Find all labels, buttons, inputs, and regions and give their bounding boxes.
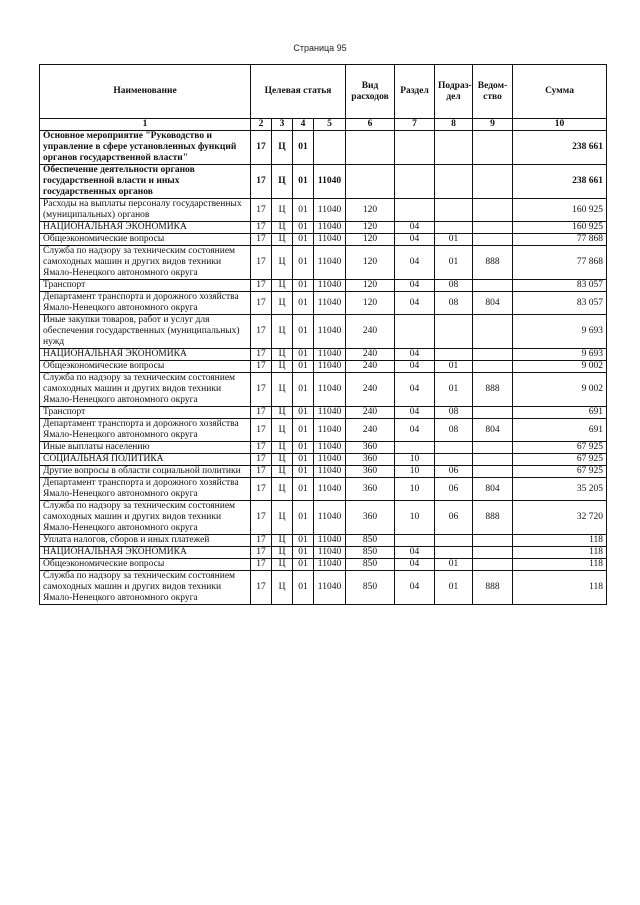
cell-target-subprogram: Ц (272, 361, 293, 373)
cell-target-direction: 11040 (314, 571, 346, 605)
cell-target-event: 01 (293, 478, 314, 501)
cell-target-event: 01 (293, 292, 314, 315)
cell-subsection: 01 (435, 373, 473, 407)
cell-section: 10 (395, 478, 435, 501)
cell-target-subprogram: Ц (272, 246, 293, 280)
cell-section: 04 (395, 547, 435, 559)
cell-subsection: 01 (435, 234, 473, 246)
cell-target-subprogram: Ц (272, 442, 293, 454)
cell-target-subprogram: Ц (272, 199, 293, 222)
cell-section (395, 442, 435, 454)
cell-expense-type: 120 (346, 280, 395, 292)
cell-sum: 83 057 (513, 292, 607, 315)
cell-sum: 77 868 (513, 234, 607, 246)
header-name: Наименование (40, 65, 251, 119)
cell-department (473, 199, 513, 222)
cell-sum: 67 925 (513, 454, 607, 466)
cell-target-program: 17 (251, 361, 272, 373)
cell-name: Уплата налогов, сборов и иных платежей (40, 535, 251, 547)
cell-section: 04 (395, 571, 435, 605)
cell-target-program: 17 (251, 535, 272, 547)
table-row (40, 535, 607, 547)
cell-name: Служба по надзору за техническим состоянием самоходных машин и других видов техники Ямало-Ненецкого автономного округа (40, 571, 251, 605)
cell-expense-type: 360 (346, 501, 395, 535)
table-row (40, 280, 607, 292)
cell-target-subprogram: Ц (272, 407, 293, 419)
cell-target-subprogram: Ц (272, 222, 293, 234)
cell-target-direction: 11040 (314, 442, 346, 454)
cell-section: 04 (395, 361, 435, 373)
cell-target-program: 17 (251, 547, 272, 559)
cell-target-program: 17 (251, 246, 272, 280)
cell-subsection (435, 199, 473, 222)
cell-target-subprogram: Ц (272, 292, 293, 315)
cell-section: 04 (395, 234, 435, 246)
cell-subsection (435, 454, 473, 466)
cell-section: 04 (395, 292, 435, 315)
cell-department (473, 280, 513, 292)
cell-expense-type: 850 (346, 559, 395, 571)
cell-target-direction: 11040 (314, 165, 346, 199)
cell-name: Транспорт (40, 280, 251, 292)
table-body (40, 131, 607, 605)
cell-target-direction: 11040 (314, 246, 346, 280)
cell-name: Департамент транспорта и дорожного хозяйства Ямало-Ненецкого автономного округа (40, 419, 251, 442)
cell-sum: 118 (513, 571, 607, 605)
header-podrazdel: Подраз-дел (435, 65, 473, 119)
cell-section: 04 (395, 280, 435, 292)
cell-target-program: 17 (251, 131, 272, 165)
cell-target-direction: 11040 (314, 280, 346, 292)
cell-department (473, 547, 513, 559)
column-number: 1 (40, 119, 251, 131)
table-row (40, 466, 607, 478)
cell-target-direction: 11040 (314, 315, 346, 349)
cell-target-direction: 11040 (314, 407, 346, 419)
cell-section: 10 (395, 466, 435, 478)
cell-expense-type: 120 (346, 222, 395, 234)
cell-subsection: 08 (435, 280, 473, 292)
cell-target-subprogram: Ц (272, 234, 293, 246)
cell-target-program: 17 (251, 349, 272, 361)
table-row (40, 131, 607, 165)
cell-subsection (435, 442, 473, 454)
column-number: 4 (293, 119, 314, 131)
cell-target-program: 17 (251, 559, 272, 571)
column-number-row (40, 119, 607, 131)
cell-target-direction: 11040 (314, 199, 346, 222)
cell-expense-type: 240 (346, 419, 395, 442)
table-row (40, 165, 607, 199)
cell-target-event: 01 (293, 361, 314, 373)
cell-expense-type: 850 (346, 571, 395, 605)
cell-department (473, 407, 513, 419)
cell-section (395, 165, 435, 199)
cell-sum: 691 (513, 407, 607, 419)
cell-target-program: 17 (251, 234, 272, 246)
cell-target-program: 17 (251, 165, 272, 199)
cell-subsection (435, 535, 473, 547)
cell-target-subprogram: Ц (272, 559, 293, 571)
cell-department (473, 234, 513, 246)
cell-subsection: 01 (435, 559, 473, 571)
cell-sum: 118 (513, 547, 607, 559)
cell-target-event: 01 (293, 349, 314, 361)
cell-sum: 160 925 (513, 222, 607, 234)
cell-target-program: 17 (251, 373, 272, 407)
cell-name: Общеэкономические вопросы (40, 361, 251, 373)
cell-target-direction: 11040 (314, 419, 346, 442)
header-summa: Сумма (513, 65, 607, 119)
cell-sum: 691 (513, 419, 607, 442)
cell-target-program: 17 (251, 407, 272, 419)
table-row (40, 454, 607, 466)
cell-expense-type: 240 (346, 349, 395, 361)
cell-expense-type: 120 (346, 292, 395, 315)
cell-section: 04 (395, 373, 435, 407)
cell-name: Служба по надзору за техническим состоянием самоходных машин и других видов техники Ямало-Ненецкого автономного округа (40, 501, 251, 535)
table-row (40, 407, 607, 419)
cell-section (395, 315, 435, 349)
column-number: 2 (251, 119, 272, 131)
cell-target-event: 01 (293, 280, 314, 292)
cell-name: Служба по надзору за техническим состоянием самоходных машин и других видов техники Ямало-Ненецкого автономного округа (40, 246, 251, 280)
cell-subsection: 06 (435, 466, 473, 478)
cell-expense-type: 120 (346, 234, 395, 246)
cell-target-subprogram: Ц (272, 454, 293, 466)
cell-target-event: 01 (293, 419, 314, 442)
cell-target-subprogram: Ц (272, 478, 293, 501)
cell-name: СОЦИАЛЬНАЯ ПОЛИТИКА (40, 454, 251, 466)
cell-sum: 238 661 (513, 165, 607, 199)
cell-name: Департамент транспорта и дорожного хозяйства Ямало-Ненецкого автономного округа (40, 478, 251, 501)
table-row (40, 571, 607, 605)
header-razdel: Раздел (395, 65, 435, 119)
cell-section: 04 (395, 246, 435, 280)
cell-target-program: 17 (251, 501, 272, 535)
cell-target-program: 17 (251, 571, 272, 605)
cell-department (473, 454, 513, 466)
cell-department (473, 222, 513, 234)
cell-name: Общеэкономические вопросы (40, 559, 251, 571)
cell-name: Основное мероприятие "Руководство и управление в сфере установленных функций органов государственной власти" (40, 131, 251, 165)
cell-target-event: 01 (293, 547, 314, 559)
cell-sum: 67 925 (513, 466, 607, 478)
cell-department (473, 131, 513, 165)
table-row (40, 478, 607, 501)
cell-target-event: 01 (293, 571, 314, 605)
cell-target-program: 17 (251, 454, 272, 466)
cell-target-subprogram: Ц (272, 547, 293, 559)
header-vid: Вид расходов (346, 65, 395, 119)
cell-name: Расходы на выплаты персоналу государственных (муниципальных) органов (40, 199, 251, 222)
column-number: 9 (473, 119, 513, 131)
cell-target-subprogram: Ц (272, 349, 293, 361)
cell-name: Иные выплаты населению (40, 442, 251, 454)
cell-section: 10 (395, 501, 435, 535)
cell-name: НАЦИОНАЛЬНАЯ ЭКОНОМИКА (40, 349, 251, 361)
table-row (40, 559, 607, 571)
cell-target-direction: 11040 (314, 478, 346, 501)
table-row (40, 222, 607, 234)
cell-target-direction: 11040 (314, 234, 346, 246)
cell-target-direction: 11040 (314, 222, 346, 234)
cell-expense-type: 850 (346, 535, 395, 547)
cell-subsection (435, 315, 473, 349)
cell-sum: 118 (513, 559, 607, 571)
cell-sum: 67 925 (513, 442, 607, 454)
column-number: 8 (435, 119, 473, 131)
cell-target-direction: 11040 (314, 349, 346, 361)
cell-target-program: 17 (251, 419, 272, 442)
cell-sum: 238 661 (513, 131, 607, 165)
cell-sum: 9 693 (513, 315, 607, 349)
cell-department (473, 466, 513, 478)
cell-target-event: 01 (293, 535, 314, 547)
cell-target-program: 17 (251, 478, 272, 501)
cell-subsection (435, 131, 473, 165)
column-number: 6 (346, 119, 395, 131)
cell-target-direction: 11040 (314, 547, 346, 559)
column-number: 3 (272, 119, 293, 131)
table-row (40, 442, 607, 454)
cell-department (473, 349, 513, 361)
table-row (40, 373, 607, 407)
cell-sum: 160 925 (513, 199, 607, 222)
cell-section: 04 (395, 349, 435, 361)
cell-name: Обеспечение деятельности органов государственной власти и иных государственных органов (40, 165, 251, 199)
cell-expense-type (346, 165, 395, 199)
cell-target-event: 01 (293, 407, 314, 419)
cell-sum: 118 (513, 535, 607, 547)
cell-section (395, 131, 435, 165)
cell-expense-type: 120 (346, 246, 395, 280)
cell-name: Другие вопросы в области социальной политики (40, 466, 251, 478)
cell-target-event: 01 (293, 315, 314, 349)
table-row (40, 501, 607, 535)
cell-expense-type: 850 (346, 547, 395, 559)
cell-name: НАЦИОНАЛЬНАЯ ЭКОНОМИКА (40, 547, 251, 559)
cell-target-direction: 11040 (314, 292, 346, 315)
cell-section: 04 (395, 407, 435, 419)
cell-target-subprogram: Ц (272, 280, 293, 292)
budget-table (39, 64, 607, 605)
cell-expense-type: 360 (346, 478, 395, 501)
column-number: 5 (314, 119, 346, 131)
cell-sum: 9 002 (513, 373, 607, 407)
cell-subsection (435, 547, 473, 559)
cell-target-subprogram: Ц (272, 501, 293, 535)
table-row (40, 199, 607, 222)
cell-department: 804 (473, 292, 513, 315)
cell-subsection (435, 349, 473, 361)
cell-sum: 32 720 (513, 501, 607, 535)
cell-expense-type: 240 (346, 373, 395, 407)
cell-target-program: 17 (251, 292, 272, 315)
cell-subsection: 01 (435, 571, 473, 605)
cell-target-event: 01 (293, 199, 314, 222)
table-row (40, 547, 607, 559)
cell-expense-type: 120 (346, 199, 395, 222)
cell-target-subprogram: Ц (272, 315, 293, 349)
cell-target-program: 17 (251, 315, 272, 349)
cell-target-event: 01 (293, 373, 314, 407)
cell-subsection (435, 222, 473, 234)
cell-name: Транспорт (40, 407, 251, 419)
cell-target-subprogram: Ц (272, 466, 293, 478)
cell-name: Служба по надзору за техническим состоянием самоходных машин и других видов техники Ямало-Ненецкого автономного округа (40, 373, 251, 407)
cell-department: 888 (473, 373, 513, 407)
cell-expense-type: 240 (346, 407, 395, 419)
cell-sum: 77 868 (513, 246, 607, 280)
cell-name: Департамент транспорта и дорожного хозяйства Ямало-Ненецкого автономного округа (40, 292, 251, 315)
cell-target-event: 01 (293, 454, 314, 466)
cell-department: 888 (473, 571, 513, 605)
cell-department (473, 315, 513, 349)
table-row (40, 349, 607, 361)
cell-section (395, 199, 435, 222)
cell-target-subprogram: Ц (272, 373, 293, 407)
cell-target-direction: 11040 (314, 501, 346, 535)
cell-target-event: 01 (293, 222, 314, 234)
cell-target-event: 01 (293, 442, 314, 454)
cell-target-direction: 11040 (314, 466, 346, 478)
table-row (40, 419, 607, 442)
cell-subsection: 01 (435, 246, 473, 280)
cell-name: Иные закупки товаров, работ и услуг для обеспечения государственных (муниципальных) нужд (40, 315, 251, 349)
column-number: 10 (513, 119, 607, 131)
cell-target-subprogram: Ц (272, 571, 293, 605)
cell-section: 04 (395, 222, 435, 234)
cell-target-subprogram: Ц (272, 165, 293, 199)
cell-target-direction: 11040 (314, 361, 346, 373)
cell-target-event: 01 (293, 466, 314, 478)
cell-expense-type: 240 (346, 361, 395, 373)
cell-target-event: 01 (293, 165, 314, 199)
cell-subsection: 08 (435, 292, 473, 315)
cell-section: 04 (395, 419, 435, 442)
cell-sum: 9 002 (513, 361, 607, 373)
cell-target-direction: 11040 (314, 373, 346, 407)
cell-target-subprogram: Ц (272, 131, 293, 165)
cell-subsection: 06 (435, 501, 473, 535)
cell-target-event: 01 (293, 246, 314, 280)
table-row (40, 361, 607, 373)
cell-subsection: 08 (435, 407, 473, 419)
cell-target-direction: 11040 (314, 535, 346, 547)
cell-expense-type: 360 (346, 466, 395, 478)
cell-expense-type: 240 (346, 315, 395, 349)
cell-target-direction: 11040 (314, 454, 346, 466)
cell-target-subprogram: Ц (272, 419, 293, 442)
cell-target-program: 17 (251, 442, 272, 454)
cell-department (473, 559, 513, 571)
cell-department (473, 442, 513, 454)
cell-expense-type: 360 (346, 454, 395, 466)
cell-department (473, 361, 513, 373)
cell-section (395, 535, 435, 547)
table-row (40, 234, 607, 246)
column-number: 7 (395, 119, 435, 131)
table-row (40, 292, 607, 315)
cell-target-program: 17 (251, 222, 272, 234)
cell-section: 10 (395, 454, 435, 466)
cell-target-event: 01 (293, 501, 314, 535)
cell-target-event: 01 (293, 559, 314, 571)
cell-department: 804 (473, 478, 513, 501)
cell-subsection (435, 165, 473, 199)
cell-sum: 35 205 (513, 478, 607, 501)
cell-section: 04 (395, 559, 435, 571)
cell-target-direction: 11040 (314, 559, 346, 571)
page-label: Страница 95 (293, 43, 347, 53)
table-row (40, 246, 607, 280)
cell-name: Общеэкономические вопросы (40, 234, 251, 246)
cell-target-program: 17 (251, 280, 272, 292)
cell-expense-type (346, 131, 395, 165)
header-vedomstvo: Ведом-ство (473, 65, 513, 119)
cell-department: 888 (473, 246, 513, 280)
cell-expense-type: 360 (346, 442, 395, 454)
cell-name: НАЦИОНАЛЬНАЯ ЭКОНОМИКА (40, 222, 251, 234)
cell-department: 804 (473, 419, 513, 442)
table-row (40, 315, 607, 349)
header-target: Целевая статья (251, 65, 346, 119)
cell-department (473, 165, 513, 199)
cell-department (473, 535, 513, 547)
cell-subsection: 08 (435, 419, 473, 442)
cell-subsection: 06 (435, 478, 473, 501)
cell-subsection: 01 (435, 361, 473, 373)
cell-department: 888 (473, 501, 513, 535)
cell-target-event: 01 (293, 234, 314, 246)
cell-target-event: 01 (293, 131, 314, 165)
table-header-row (40, 65, 607, 119)
cell-target-subprogram: Ц (272, 535, 293, 547)
cell-target-program: 17 (251, 466, 272, 478)
cell-target-program: 17 (251, 199, 272, 222)
cell-target-direction (314, 131, 346, 165)
cell-sum: 83 057 (513, 280, 607, 292)
cell-sum: 9 693 (513, 349, 607, 361)
